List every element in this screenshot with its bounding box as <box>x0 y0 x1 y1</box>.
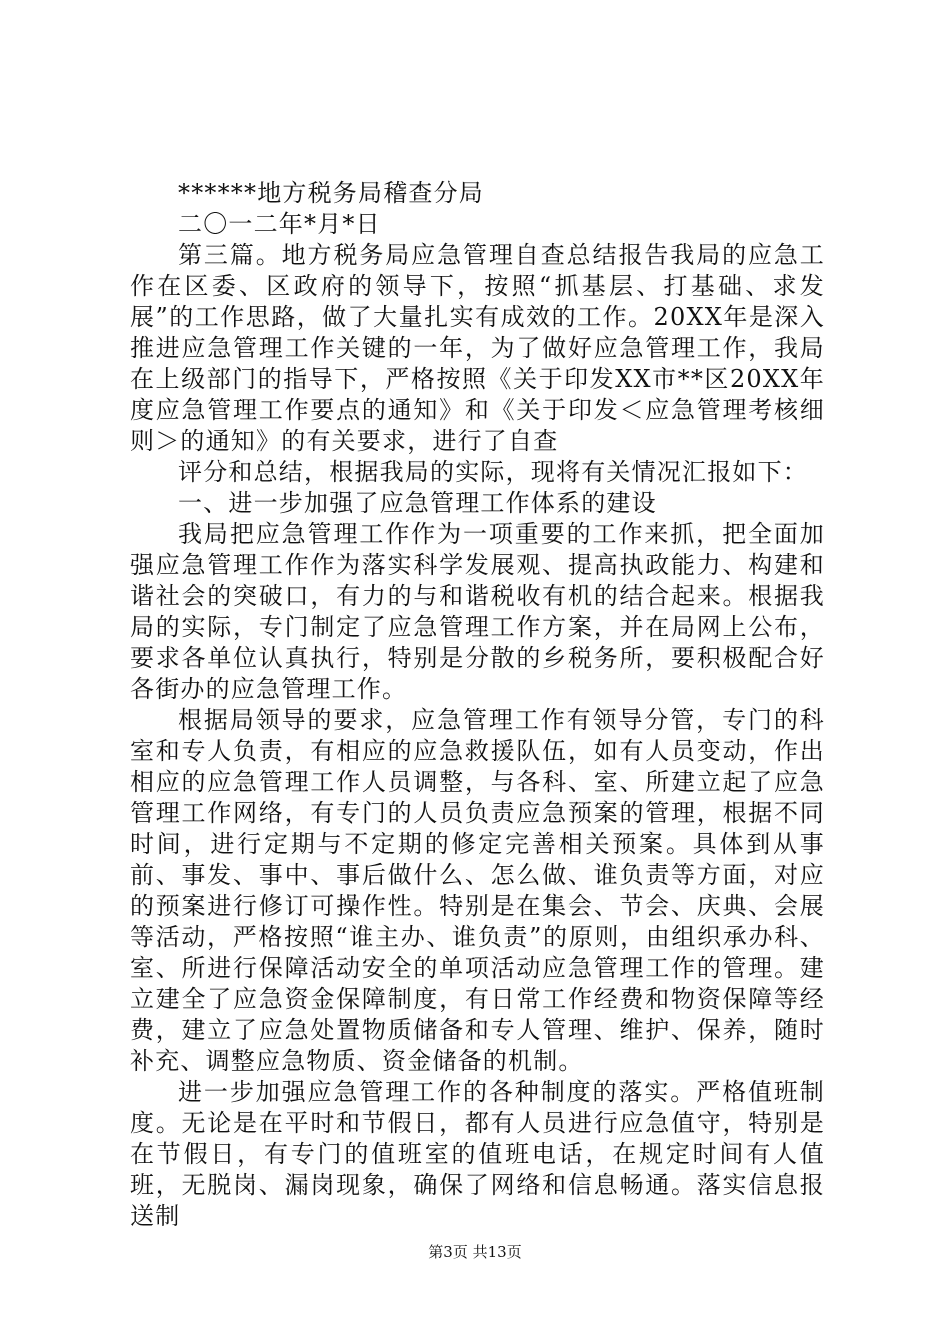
page-footer <box>0 1242 950 1262</box>
signature-line: ******地方税务局稽查分局 <box>178 179 484 207</box>
paragraph: 我局把应急管理工作作为一项重要的工作来抓，把全面加强应急管理工作作为落实科学发展观、提高执政能力、构建和谐社会的突破口，有力的与和谐税收有机的结合起来。根据我局的实际，专门制定了应急管理工作方案，并在局网上公布，要求各单位认真执行，特别是分散的乡税务所，要积极配合好各街办的应急管理工作。 <box>130 520 825 703</box>
section-heading: 一、进一步加强了应急管理工作体系的建设 <box>178 489 657 517</box>
paragraph: 第三篇。地方税务局应急管理自查总结报告我局的应急工作在区委、区政府的领导下，按照“抓基层、打基础、求发展”的工作思路，做了大量扎实有成效的工作。20XX年是深入推进应急管理工作关键的一年，为了做好应急管理工作，我局在上级部门的指导下，严格按照《关于印发XX市**区20XX年度应急管理工作要点的通知》和《关于印发＜应急管理考核细则＞的通知》的有关要求，进行了自查 <box>130 241 825 455</box>
document-body <box>130 178 825 1232</box>
paragraph: 评分和总结，根据我局的实际，现将有关情况汇报如下： <box>178 458 808 486</box>
paragraph: 进一步加强应急管理工作的各种制度的落实。严格值班制度。无论是在平时和节假日，都有人员进行应急值守，特别是在节假日，有专门的值班室的值班电话，在规定时间有人值班，无脱岗、漏岗现象，确保了网络和信息畅通。落实信息报送制 <box>130 1078 825 1230</box>
page-indicator: 第3页 共13页 <box>428 1243 522 1261</box>
date-line: 二〇一二年*月*日 <box>178 210 381 238</box>
paragraph: 根据局领导的要求，应急管理工作有领导分管，专门的科室和专人负责，有相应的应急救援队伍，如有人员变动，作出相应的应急管理工作人员调整，与各科、室、所建立起了应急管理工作网络，有专门的人员负责应急预案的管理，根据不同时间，进行定期与不定期的修定完善相关预案。具体到从事前、事发、事中、事后做什么、怎么做、谁负责等方面，对应的预案进行修订可操作性。特别是在集会、节会、庆典、会展等活动，严格按照“谁主办、谁负责”的原则，由组织承办科、室、所进行保障活动安全的单项活动应急管理工作的管理。建立建全了应急资金保障制度，有日常工作经费和物资保障等经费，建立了应急处置物质储备和专人管理、维护、保养，随时补充、调整应急物质、资金储备的机制。 <box>130 706 825 1075</box>
